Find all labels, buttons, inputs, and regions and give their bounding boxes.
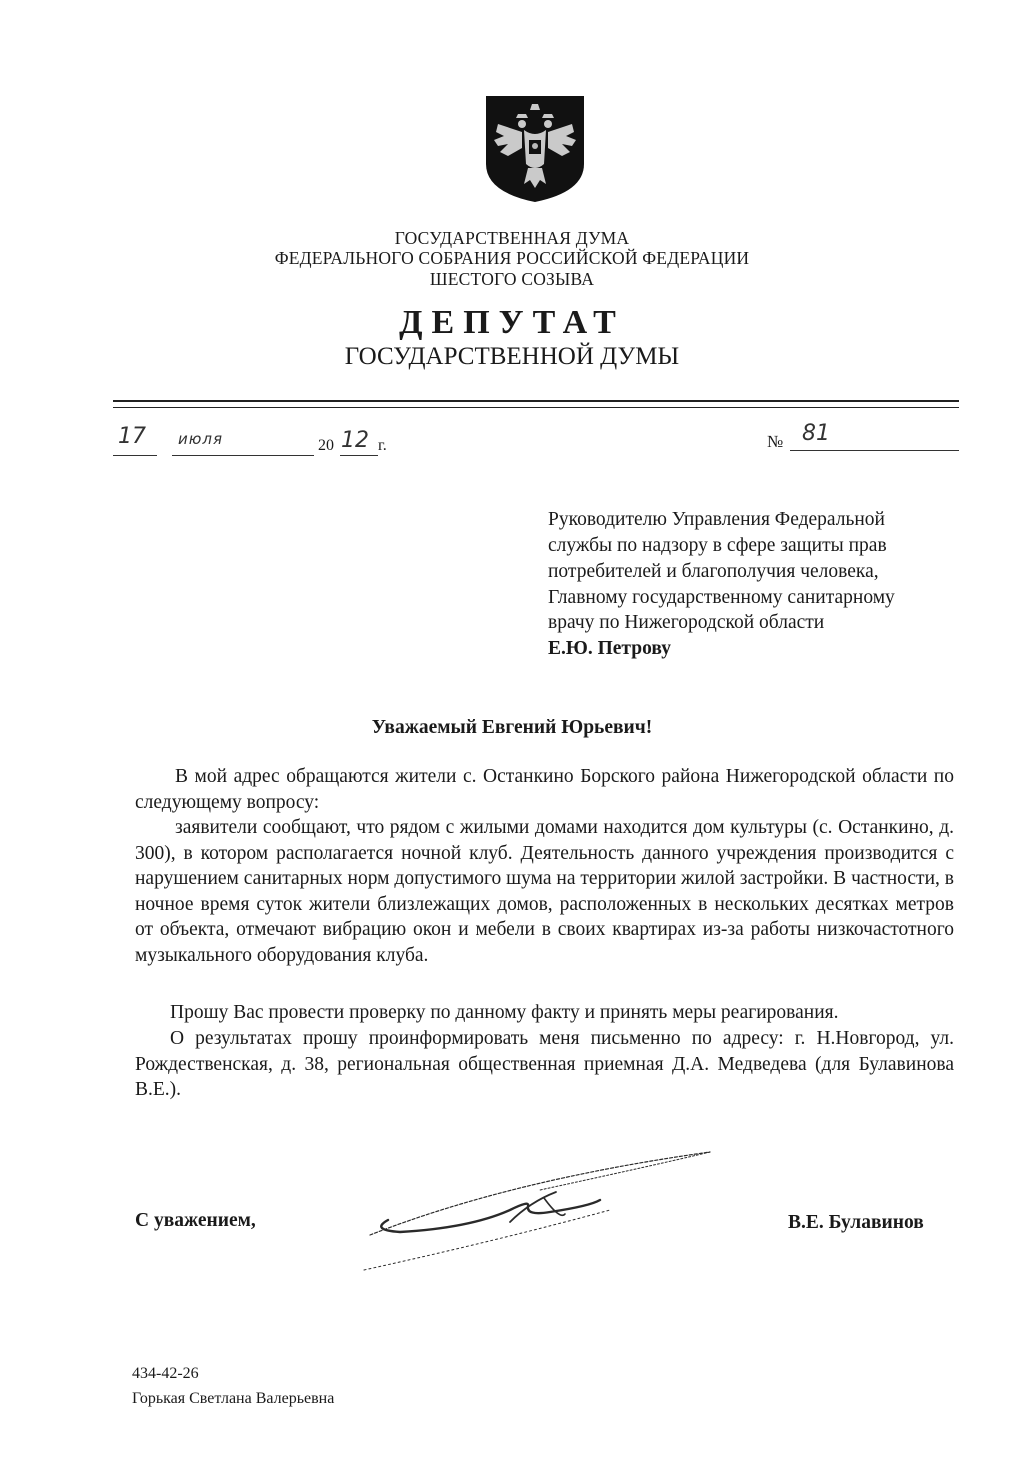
org-line-3: ШЕСТОГО СОЗЫВА xyxy=(429,269,595,289)
date-month-underline xyxy=(172,455,314,456)
date-year-mark: г. xyxy=(378,437,387,454)
body-paragraph-2: заявители сообщают, что рядом с жилыми домами находится дом культуры (с. Останкино, д. 300), в котором располагается ночной клуб. Деятельность данного учреждения производится с нарушением санитарных норм допустимого шума на территории жилой застройки. В частности, в ночное время суток жители близлежащих домов, расположенных в нескольких десятках метров от объекта, отмечают вибрацию окон и мебели в своих квартирах из-за работы низкочастотного музыкального оборудования клуба. xyxy=(135,817,954,966)
org-line-2: ФЕДЕРАЛЬНОГО СОБРАНИЯ РОССИЙСКОЙ ФЕДЕРАЦИИ xyxy=(274,248,750,268)
document-number-underline xyxy=(790,450,959,451)
body-paragraph-1: В мой адрес обращаются жители с. Останкино Борского района Нижегородской области по следующему вопросу: xyxy=(135,766,954,813)
date-day: 17 xyxy=(118,424,146,449)
body-paragraph-3: Прошу Вас провести проверку по данному факту и принять меры реагирования. xyxy=(170,1002,839,1023)
addressee-line-4: Главному государственному санитарному xyxy=(548,587,895,608)
addressee-line-2: службы по надзору в сфере защиты прав xyxy=(548,535,887,556)
date-day-underline xyxy=(113,455,157,456)
addressee-line-3: потребителей и благополучия человека, xyxy=(548,561,879,582)
deputy-title: ДЕПУТАТ xyxy=(399,304,625,341)
number-sign: № xyxy=(767,432,784,451)
closing-regards: С уважением, xyxy=(135,1210,256,1231)
salutation: Уважаемый Евгений Юрьевич! xyxy=(371,717,653,738)
document-number: 81 xyxy=(802,421,830,446)
state-emblem-icon xyxy=(484,94,586,204)
signature-icon xyxy=(360,1140,720,1280)
signer-name: В.Е. Булавинов xyxy=(788,1212,924,1233)
executor-phone: 434-42-26 xyxy=(132,1365,199,1382)
addressee-name: Е.Ю. Петрову xyxy=(548,638,671,659)
org-line-1: ГОСУДАРСТВЕННАЯ ДУМА xyxy=(394,228,630,248)
body-paragraph-4: О результатах прошу проинформировать меня письменно по адресу: г. Н.Новгород, ул. Рождественская, д. 38, региональная общественная приемная Д.А. Медведева (для Булавинова В.Е.). xyxy=(135,1028,954,1101)
date-year-prefix: 20 xyxy=(318,437,334,454)
addressee-line-5: врачу по Нижегородской области xyxy=(548,612,825,633)
executor-name: Горькая Светлана Валерьевна xyxy=(132,1390,335,1407)
deputy-subtitle: ГОСУДАРСТВЕННОЙ ДУМЫ xyxy=(344,343,680,370)
date-year-underline xyxy=(340,455,378,456)
date-year-suffix: 12 xyxy=(341,428,369,453)
date-month: июля xyxy=(178,430,223,448)
header-rule-thick xyxy=(113,400,959,402)
addressee-line-1: Руководителю Управления Федеральной xyxy=(548,509,885,530)
header-rule-thin xyxy=(113,407,959,408)
